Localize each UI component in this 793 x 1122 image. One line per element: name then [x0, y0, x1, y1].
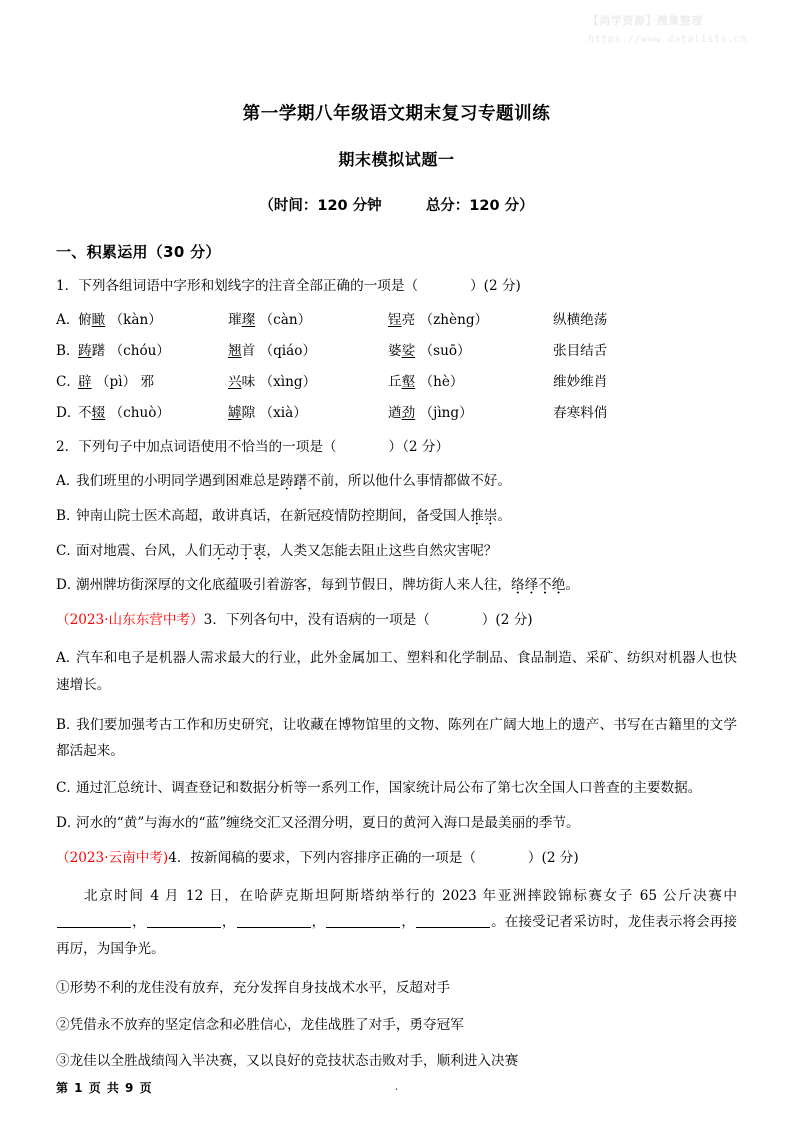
question-1-stem — [56, 276, 737, 297]
watermark-url: https://www.datalists.cn — [588, 33, 747, 45]
question-4-number: 4． — [168, 850, 191, 867]
question-2-option-b[interactable] — [56, 506, 737, 527]
option-word-3: 遒劲 （jìng） — [388, 404, 473, 421]
emphasis-dots-text: 无动于衷 — [211, 542, 267, 559]
emphasis-dots-text: 络绎不绝 — [511, 577, 566, 594]
option-label: C． — [56, 373, 80, 390]
option-text-pre: 我们班里的小明同学遇到困难总是 — [76, 473, 280, 490]
question-1-number: 1． — [56, 278, 79, 294]
emphasis-dots-text: 踌躇 — [279, 473, 308, 490]
option-label: A． — [56, 311, 80, 328]
question-4-points: ）(2 分) — [527, 850, 579, 867]
option-label: C． — [56, 542, 80, 559]
option-word-4: 春寒料俏 — [553, 404, 608, 421]
question-2-number: 2． — [56, 438, 79, 455]
option-word-2: 翘首 （qiáo） — [228, 342, 317, 359]
option-word-3: 锃亮 （zhèng） — [388, 311, 489, 328]
option-text-post: 。 — [565, 577, 579, 594]
question-3-option-c[interactable] — [56, 778, 737, 799]
question-2-option-c[interactable] — [56, 541, 737, 562]
question-4-item-2[interactable]: ②凭借永不放弃的坚定信念和必胜信心，龙佳战胜了对手，勇夺冠军 — [56, 1016, 464, 1033]
fill-blank-2[interactable] — [147, 914, 221, 928]
question-4-stem — [56, 848, 737, 869]
fill-blank-3[interactable] — [237, 914, 311, 928]
option-word-4: 纵横绝荡 — [553, 311, 608, 328]
option-label: B． — [56, 342, 80, 359]
option-text-pre: 潮州牌坊街深厚的文化底蕴吸引着游客，每到节假日，牌坊街人来人往， — [76, 577, 511, 594]
option-word-2: 罅隙 （xià） — [228, 404, 307, 421]
question-3-option-d[interactable] — [56, 813, 737, 834]
option-word-4: 维妙维肖 — [553, 373, 608, 390]
option-word-1: 踌躇 （chóu） — [78, 342, 171, 359]
passage-part-1: 北京时间 4 月 12 日，在哈萨克斯坦阿斯塔纳举行的 2023 年亚洲摔跤锦标赛女子 65 公斤决赛中 — [84, 887, 737, 904]
option-word-1: 不辍 （chuò） — [78, 404, 171, 421]
question-2-option-d[interactable] — [56, 575, 737, 596]
question-3-exam-source-tag: （2023·山东东营中考） — [56, 612, 204, 629]
exam-score-label: 总分：120 分） — [425, 198, 534, 214]
option-text: 河水的“黄”与海水的“蓝”缠绕交汇又泾渭分明，夏日的黄河入海口是最美丽的季节。 — [76, 814, 580, 831]
passage-part-2: 。在接受记者采访时，龙佳表示将会再接再厉，为国争光。 — [56, 914, 738, 957]
page-number-label: 第 1 页 共 9 页 — [56, 1081, 153, 1095]
question-1-option-c[interactable] — [56, 373, 737, 392]
question-4-text: 按新闻稿的要求，下列内容排序正确的一项是（ — [190, 850, 476, 867]
question-1-option-a[interactable] — [56, 311, 737, 330]
option-label: A． — [56, 650, 80, 667]
exam-meta — [56, 170, 737, 215]
option-text-pre: 面对地震、台风，人们 — [76, 542, 212, 559]
option-text-post: 。 — [497, 508, 511, 525]
question-1-points: ）(2 分) — [470, 278, 521, 294]
watermark — [588, 14, 747, 47]
footer-center-mark: . — [394, 1079, 399, 1093]
option-label: D． — [56, 404, 81, 421]
question-4-item-1[interactable]: ①形势不利的龙佳没有放弃，充分发挥自身技战术水平，反超对手 — [56, 980, 451, 997]
option-text-pre: 钟南山院士医术高超，敢讲真话，在新冠疫情防控期间，备受国人 — [76, 508, 471, 525]
option-label: D． — [56, 577, 81, 594]
option-text-post: ，人类又怎能去阻止这些自然灾害呢？ — [266, 542, 498, 559]
question-2-points: ）（2 分） — [388, 438, 450, 455]
option-word-4: 张目结舌 — [553, 342, 608, 359]
question-4-passage: 北京时间 4 月 12 日，在哈萨克斯坦阿斯塔纳举行的 2023 年亚洲摔跤锦标赛女子 65 公斤决赛中， ， ， ， 。在接受记者采访时，龙佳表示将会再接再厉，为国争光。 — [56, 887, 738, 957]
question-1-option-b[interactable] — [56, 342, 737, 361]
fill-blank-4[interactable] — [326, 914, 400, 928]
question-3-points: ）(2 分) — [481, 612, 533, 629]
section-title: 一、积累运用（30 分） — [56, 243, 221, 261]
question-3-option-b[interactable] — [56, 712, 737, 765]
option-text: 通过汇总统计、调查登记和数据分析等一系列工作，国家统计局公布了第七次全国人口普查的主要数据。 — [76, 780, 702, 797]
option-word-2: 兴味 （xìng） — [228, 373, 317, 390]
question-3-number: 3． — [203, 612, 226, 629]
option-word-1: 俯瞰 （kàn） — [78, 311, 162, 328]
question-1-option-d[interactable] — [56, 404, 737, 423]
option-word-2: 璀璨 （càn） — [228, 311, 312, 328]
question-3-option-a[interactable] — [56, 645, 737, 698]
emphasis-dots-text: 推崇 — [470, 508, 498, 525]
option-label: C． — [56, 780, 80, 797]
question-2-stem — [56, 437, 737, 458]
question-1-text: 下列各组词语中字形和划线字的注音全部正确的一项是（ — [78, 278, 419, 294]
option-text-post: 不前，所以他什么事情都做不好。 — [307, 473, 511, 490]
option-label: B． — [56, 508, 80, 525]
page-title: 第一学期八年级语文期末复习专题训练 — [242, 104, 551, 124]
option-text: 汽车和电子是机器人需求最大的行业，此外金属加工、塑料和化学制品、食品制造、采矿、纺织对机器人也快速增长。 — [56, 650, 737, 693]
option-word-3: 丘壑 （hè） — [388, 373, 464, 390]
fill-blank-1[interactable] — [57, 914, 131, 928]
page-subtitle: 期末模拟试题一 — [338, 150, 455, 169]
watermark-source-label: 【尚学资源】搜集整理 — [588, 15, 704, 27]
option-label: B． — [56, 716, 80, 733]
question-4-item-3[interactable]: ③龙佳以全胜战绩闯入半决赛，又以良好的竞技状态击败对手，顺利进入决赛 — [56, 1052, 519, 1069]
question-2-option-a[interactable] — [56, 471, 737, 492]
question-3-text: 下列各句中，没有语病的一项是（ — [225, 612, 430, 629]
option-text: 我们要加强考古工作和历史研究，让收藏在博物馆里的文物、陈列在广阔大地上的遗产、书写在古籍里的文学都活起来。 — [56, 716, 737, 760]
question-3-stem — [56, 610, 737, 631]
exam-time-label: （时间：120 分钟 — [259, 198, 382, 214]
page-footer — [56, 1079, 737, 1096]
option-word-1: 辟 （pì） 邪 — [78, 373, 155, 390]
option-label: A． — [56, 473, 80, 490]
question-4-exam-source-tag: （2023·云南中考) — [56, 850, 169, 867]
question-2-text: 下列句子中加点词语使用不恰当的一项是（ — [78, 438, 337, 455]
option-word-3: 婆娑 （suō） — [388, 342, 471, 359]
fill-blank-5[interactable] — [416, 914, 490, 928]
option-label: D． — [56, 814, 81, 831]
